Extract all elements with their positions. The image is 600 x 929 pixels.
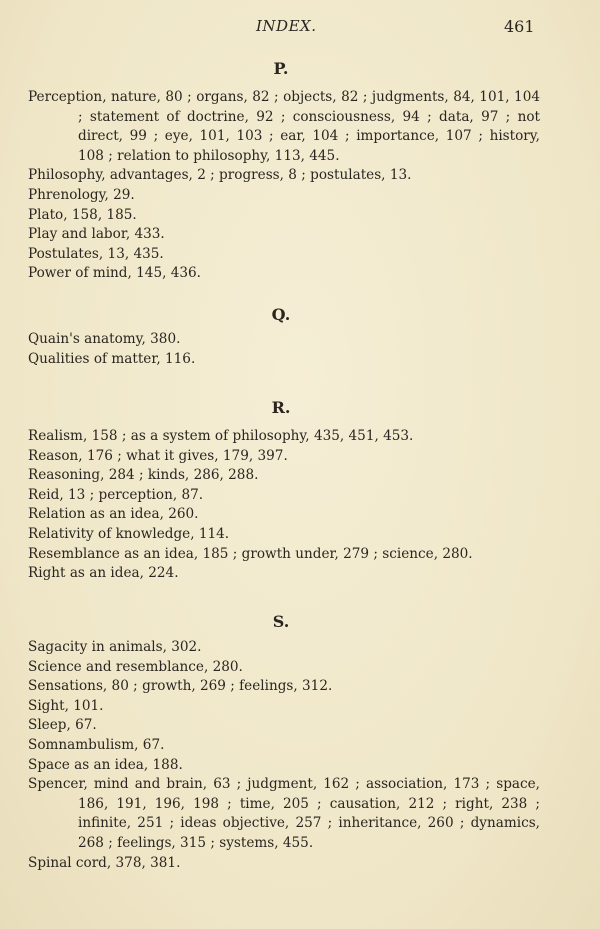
section-letter-q: Q. xyxy=(271,305,291,324)
index-entry: Relation as an idea, 260. xyxy=(28,506,199,523)
index-entry: Space as an idea, 188. xyxy=(28,756,183,773)
section-q-entries xyxy=(28,330,540,369)
index-entry: Spinal cord, 378, 381. xyxy=(28,854,181,871)
index-entry: Somnambulism, 67. xyxy=(28,736,165,753)
section-letter-p: P. xyxy=(273,59,289,78)
index-entry: Plato, 158, 185. xyxy=(28,206,137,223)
index-entry: Phrenology, 29. xyxy=(28,186,135,203)
running-head xyxy=(0,17,600,39)
index-entry: Sleep, 67. xyxy=(28,717,97,734)
index-entry: Power of mind, 145, 436. xyxy=(28,265,202,282)
section-r-entries xyxy=(28,427,540,584)
index-entry: Resemblance as an idea, 185 ; growth under, 279 ; science, 280. xyxy=(28,545,473,562)
index-entry: Sensations, 80 ; growth, 269 ; feelings, 312. xyxy=(28,678,333,695)
index-entry: Science and resemblance, 280. xyxy=(28,658,243,675)
index-entry: Sight, 101. xyxy=(28,697,104,714)
index-entry: Postulates, 13, 435. xyxy=(28,245,164,262)
index-entry: Realism, 158 ; as a system of philosophy, 435, 451, 453. xyxy=(28,428,414,444)
index-entry: Play and labor, 433. xyxy=(28,226,165,243)
index-entry: Relativity of knowledge, 114. xyxy=(28,525,230,542)
index-entry: Perception, nature, 80 ; organs, 82 ; objects, 82 ; judgments, 84, 101, 104 ; statement of doctrine, 92 ; consciousness, 94 ; data, 97 ; not direct, 99 ; eye, 101, 103 ; ear, 104 ; importance, 107 ; history, 108 ; relation to philosophy, 113, 445. xyxy=(28,89,540,164)
page-number: 461 xyxy=(504,17,535,36)
index-entry: Right as an idea, 224. xyxy=(28,565,179,582)
section-letter-s: S. xyxy=(272,612,290,631)
index-entry: Qualities of matter, 116. xyxy=(28,350,196,367)
section-letter-r: R. xyxy=(271,398,291,417)
index-entry: Quain's anatomy, 380. xyxy=(28,331,181,347)
section-s-entries xyxy=(28,638,540,873)
running-title: INDEX. xyxy=(256,17,317,35)
index-entry: Reid, 13 ; perception, 87. xyxy=(28,486,204,503)
index-entry: Reason, 176 ; what it gives, 179, 397. xyxy=(28,447,288,464)
index-entry: Philosophy, advantages, 2 ; progress, 8 ; postulates, 13. xyxy=(28,167,412,184)
index-entry: Reasoning, 284 ; kinds, 286, 288. xyxy=(28,467,259,484)
index-entry: Sagacity in animals, 302. xyxy=(28,639,202,655)
section-p-entries xyxy=(28,88,540,284)
index-entry: Spencer, mind and brain, 63 ; judgment, 162 ; association, 173 ; space, 186, 191, 196, 198 ; time, 205 ; causation, 212 ; right, 238 ; infinite, 251 ; ideas objective, 257 ; inheritance, 260 ; dynamics, 268 ; feelings, 315 ; systems, 455. xyxy=(28,776,540,851)
